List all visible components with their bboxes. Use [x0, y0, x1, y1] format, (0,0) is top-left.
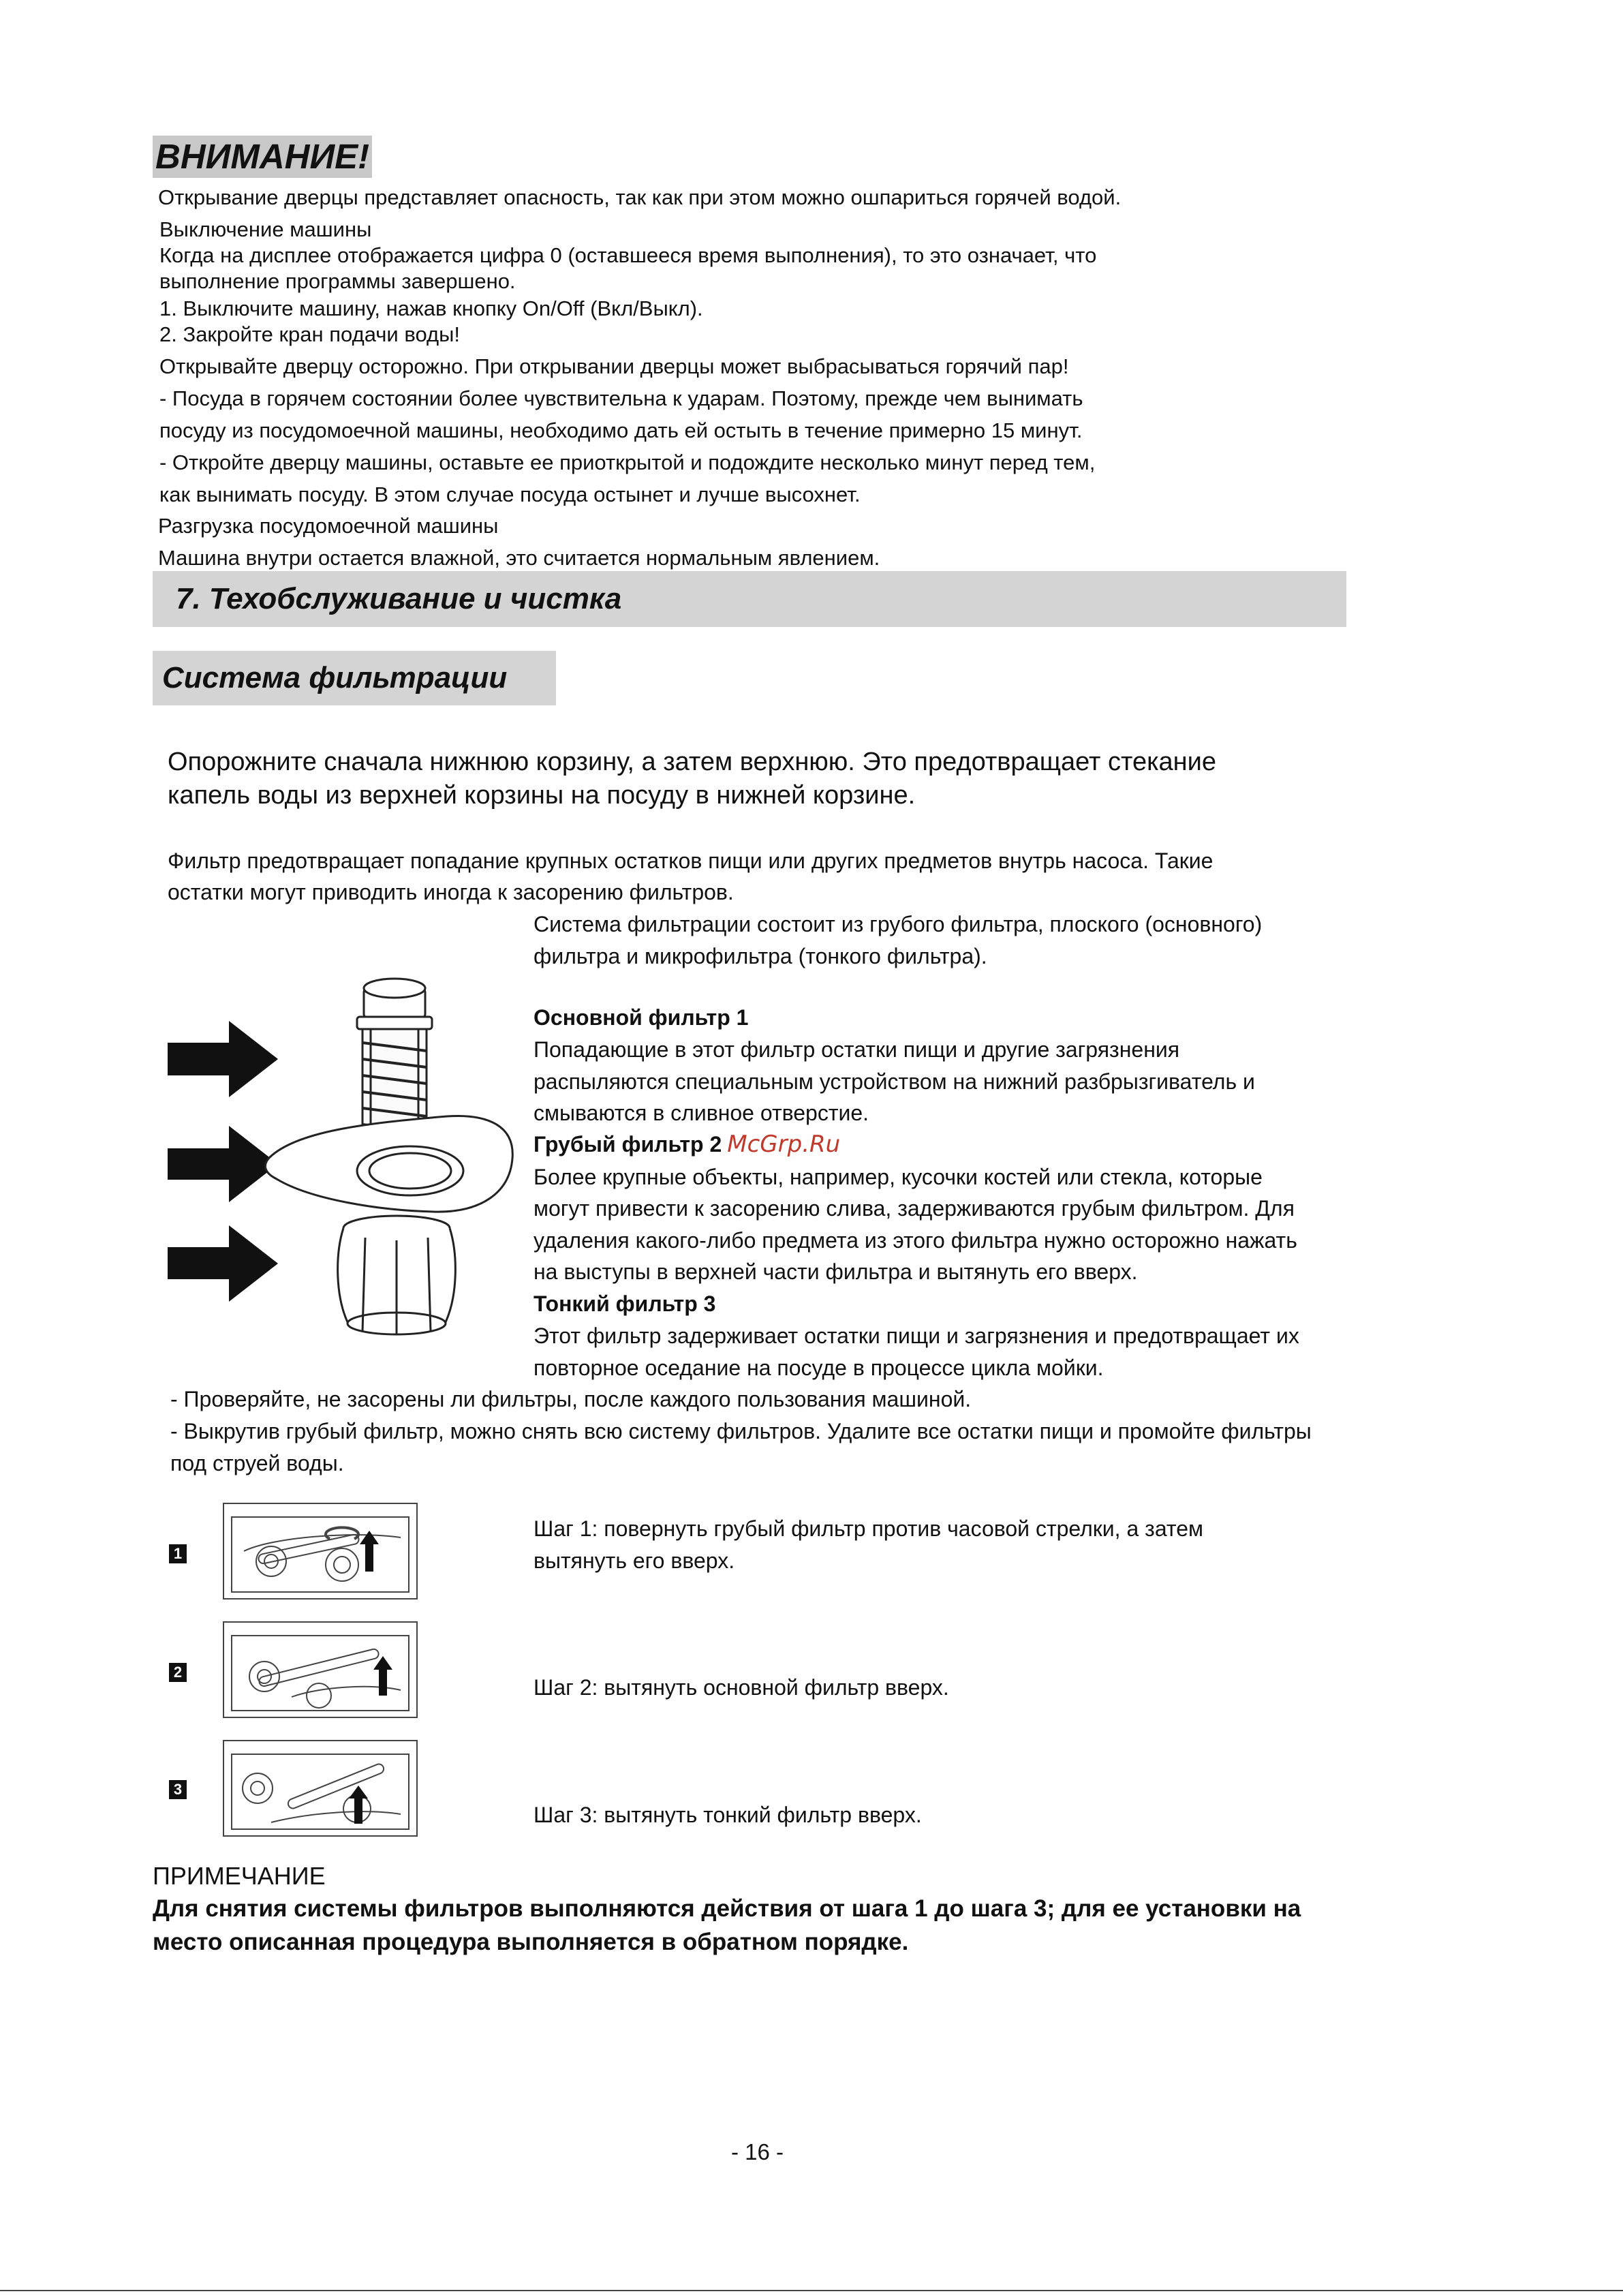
- main-filter-part: [357, 979, 432, 1138]
- warning-line: посуду из посудомоечной машины, необходимо дать ей остыть в течение примерно 15 минут.: [159, 418, 1083, 442]
- step-3-illustration: [217, 1734, 424, 1846]
- coarse-filter-line: на выступы в верхней части фильтра и вытянуть его вверх.: [534, 1259, 1138, 1284]
- lead-line: капель воды из верхней корзины на посуду в нижней корзине.: [168, 781, 916, 810]
- step-line: Шаг 3: вытянуть тонкий фильтр вверх.: [534, 1803, 922, 1827]
- tip-line: под струей воды.: [170, 1451, 344, 1475]
- subsection-title: Система фильтрации: [162, 661, 508, 694]
- coarse-filter-line: удаления какого-либо предмета из этого фильтра нужно осторожно нажать: [534, 1228, 1297, 1253]
- page-number: - 16 -: [731, 2139, 784, 2164]
- step-1-illustration: [217, 1497, 424, 1608]
- step-line: Шаг 1: повернуть грубый фильтр против часовой стрелки, а затем: [534, 1516, 1203, 1541]
- fine-filter-line: Этот фильтр задерживает остатки пищи и загрязнения и предотвращает их: [534, 1323, 1299, 1348]
- watermark: McGrp.Ru: [727, 1131, 841, 1158]
- main-filter-title: Основной фильтр 1: [534, 1005, 749, 1030]
- warning-line: 2. Закройте кран подачи воды!: [159, 322, 461, 346]
- coarse-filter-title: Грубый фильтр 2: [534, 1132, 722, 1157]
- warning-line: выполнение программы завершено.: [159, 269, 516, 293]
- step-number: 3: [169, 1780, 187, 1799]
- arrow-up-icon: [349, 1786, 368, 1824]
- arrow-right-icon: [168, 1225, 278, 1302]
- warning-line: 1. Выключите машину, нажав кнопку On/Off (Вкл/Выкл).: [159, 296, 703, 320]
- coarse-filter-line: Более крупные объекты, например, кусочки костей или стекла, которые: [534, 1165, 1263, 1189]
- warning-line: как вынимать посуду. В этом случае посуда остынет и лучше высохнет.: [159, 483, 861, 506]
- tip-line: - Проверяйте, не засорены ли фильтры, после каждого пользования машиной.: [170, 1387, 972, 1411]
- arrow-right-icon: [168, 1021, 278, 1097]
- system-line: Система фильтрации состоит из грубого фильтра, плоского (основного): [534, 912, 1263, 936]
- step-line: Шаг 2: вытянуть основной фильтр вверх.: [534, 1675, 949, 1700]
- warning-line: Открывайте дверцу осторожно. При открывании дверцы может выбрасываться горячий пар!: [159, 354, 1069, 378]
- note-line: Для снятия системы фильтров выполняются действия от шага 1 до шага 3; для ее установки на: [153, 1895, 1301, 1922]
- arrow-up-icon: [373, 1656, 392, 1696]
- note-line: место описанная процедура выполняется в обратном порядке.: [153, 1929, 909, 1955]
- main-filter-line: смываются в сливное отверстие.: [534, 1101, 869, 1125]
- warning-title: ВНИМАНИЕ!: [153, 136, 372, 178]
- fine-filter-part: [338, 1216, 456, 1334]
- warning-line: Открывание дверцы представляет опасность, так как при этом можно ошпариться горячей водой.: [158, 185, 1122, 209]
- note-title: ПРИМЕЧАНИЕ: [153, 1862, 326, 1890]
- step-2-illustration: [217, 1615, 424, 1727]
- arrow-right-icon: [168, 1126, 278, 1202]
- coarse-filter-heading: [534, 1129, 840, 1160]
- warning-line: Когда на дисплее отображается цифра 0 (оставшееся время выполнения), то это означает, что: [159, 243, 1097, 267]
- intro-line: Фильтр предотвращает попадание крупных остатков пищи или других предметов внутрь насоса. Такие: [168, 848, 1214, 873]
- step-number: 1: [169, 1544, 187, 1563]
- bottom-rule: [0, 2290, 1623, 2291]
- intro-line: остатки могут приводить иногда к засорению фильтров.: [168, 880, 734, 904]
- step-line: вытянуть его вверх.: [534, 1548, 735, 1573]
- subsection-heading: [153, 651, 556, 705]
- warning-line: Выключение машины: [159, 217, 372, 241]
- tip-line: - Выкрутив грубый фильтр, можно снять всю систему фильтров. Удалите все остатки пищи и промойте фильтры: [170, 1419, 1312, 1443]
- main-filter-line: Попадающие в этот фильтр остатки пищи и другие загрязнения: [534, 1037, 1180, 1062]
- filter-assembly-illustration: [161, 975, 529, 1349]
- step-number: 2: [169, 1663, 187, 1682]
- section-title: 7. Техобслуживание и чистка: [176, 582, 622, 615]
- lead-line: Опорожните сначала нижнюю корзину, а затем верхнюю. Это предотвращает стекание: [168, 748, 1217, 776]
- warning-line: - Откройте дверцу машины, оставьте ее приоткрытой и подождите несколько минут перед тем,: [159, 450, 1096, 474]
- arrow-up-icon: [360, 1531, 379, 1572]
- warning-line: - Посуда в горячем состоянии более чувствительна к ударам. Поэтому, прежде чем вынимать: [159, 386, 1083, 410]
- fine-filter-title: Тонкий фильтр 3: [534, 1291, 716, 1316]
- coarse-filter-part: [265, 1116, 512, 1212]
- warning-line: Разгрузка посудомоечной машины: [158, 514, 499, 538]
- section-heading: [153, 571, 1346, 627]
- system-line: фильтра и микрофильтра (тонкого фильтра).: [534, 944, 987, 968]
- warning-line: Машина внутри остается влажной, это считается нормальным явлением.: [158, 546, 880, 570]
- main-filter-line: распыляются специальным устройством на нижний разбрызгиватель и: [534, 1069, 1255, 1094]
- fine-filter-line: повторное оседание на посуде в процессе цикла мойки.: [534, 1356, 1104, 1380]
- coarse-filter-line: могут привести к засорению слива, задерживаются грубым фильтром. Для: [534, 1196, 1295, 1221]
